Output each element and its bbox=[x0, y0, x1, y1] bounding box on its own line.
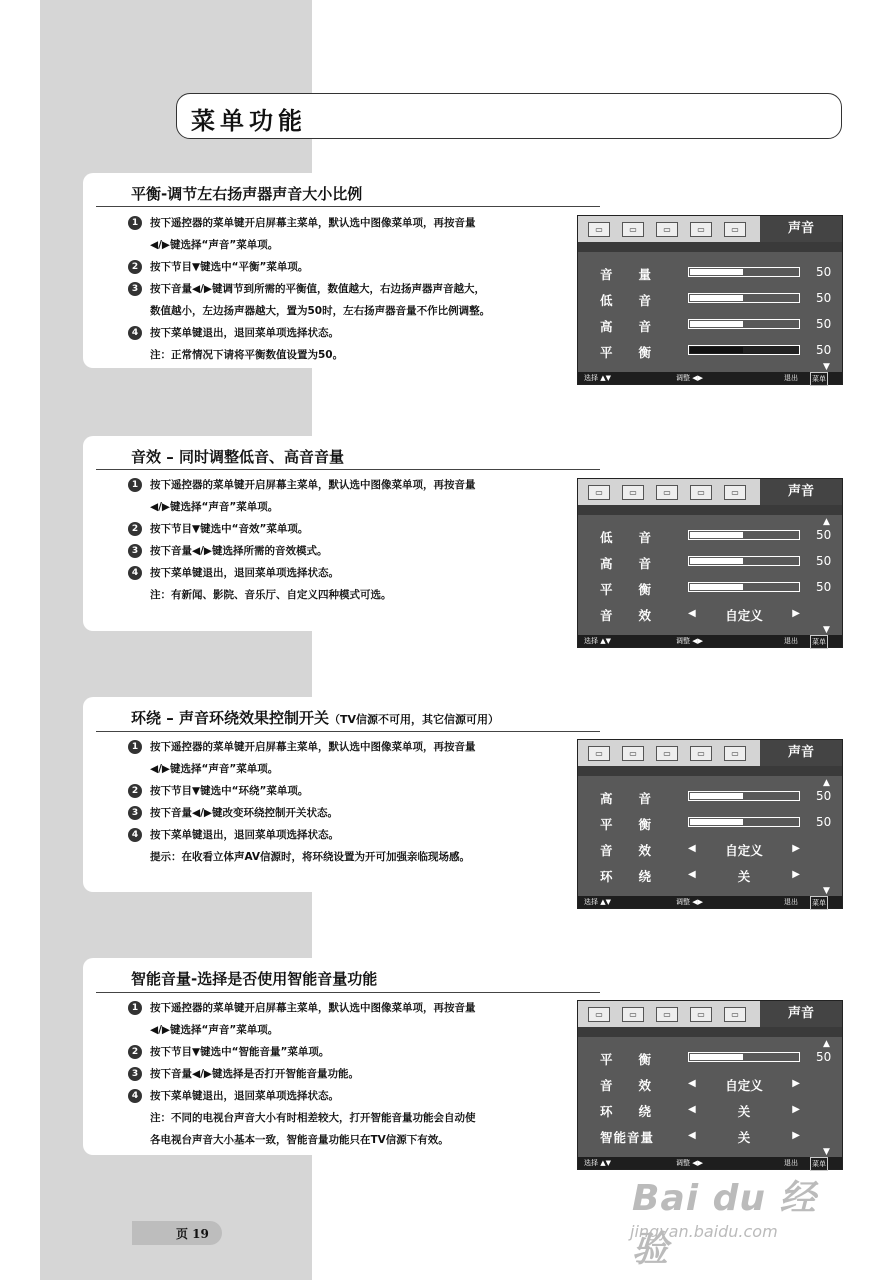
step-text: 按下菜单键退出，退回菜单项选择状态。 bbox=[150, 567, 339, 579]
channel-menu-icon: ▭ bbox=[690, 485, 712, 500]
section-divider bbox=[96, 731, 600, 732]
steps-smart-volume bbox=[128, 997, 476, 1151]
setup-menu-icon: ▭ bbox=[724, 746, 746, 761]
step-line bbox=[128, 802, 476, 824]
osd-option-value: 自定义 bbox=[725, 1078, 763, 1093]
osd-option-value: 自定义 bbox=[725, 843, 763, 858]
section-title-surround bbox=[131, 707, 499, 728]
osd-screen-balance bbox=[577, 215, 843, 385]
step-line bbox=[128, 234, 490, 256]
picture-menu-icon: ▭ bbox=[588, 222, 610, 237]
osd-row-value: 50 bbox=[816, 317, 832, 331]
osd-menu-row bbox=[578, 1099, 842, 1121]
section-divider bbox=[96, 469, 600, 470]
step-number-badge: 3 bbox=[128, 282, 142, 296]
function-menu-icon: ▭ bbox=[656, 746, 678, 761]
osd-option-value: 关 bbox=[737, 869, 751, 884]
osd-row-label: 智能音量 bbox=[600, 1130, 655, 1145]
osd-row-label: 高音 bbox=[600, 319, 678, 334]
osd-menu-row bbox=[578, 1125, 842, 1147]
osd-row-label: 低音 bbox=[600, 530, 678, 545]
step-text: 提示：在收看立体声AV信源时，将环绕设置为开可加强亲临现场感。 bbox=[150, 851, 471, 863]
scroll-up-icon: ▲ bbox=[823, 778, 830, 788]
osd-row-label: 平衡 bbox=[600, 817, 678, 832]
step-line bbox=[128, 824, 476, 846]
osd-active-tab: 声音 bbox=[760, 740, 842, 766]
scroll-up-icon: ▲ bbox=[823, 1039, 830, 1049]
arrow-right-icon: ▶ bbox=[792, 869, 800, 880]
step-line bbox=[128, 300, 490, 322]
osd-row-label: 音效 bbox=[600, 1078, 678, 1093]
step-text: 按下音量◀/▶键调节到所需的平衡值，数值越大，右边扬声器声音越大， bbox=[150, 283, 485, 295]
section-title-surround-main: 环绕 – 声音环绕效果控制开关 bbox=[131, 709, 329, 727]
step-text: 按下节目▼键选中“平衡”菜单项。 bbox=[150, 261, 309, 273]
arrow-right-icon: ▶ bbox=[792, 1104, 800, 1115]
channel-menu-icon: ▭ bbox=[690, 222, 712, 237]
osd-menu-row bbox=[578, 525, 842, 547]
osd-footer bbox=[578, 372, 842, 384]
osd-row-label: 高音 bbox=[600, 791, 678, 806]
osd-level-bar bbox=[688, 530, 800, 540]
section-title-surround-note: （TV信源不可用，其它信源可用） bbox=[328, 713, 499, 726]
osd-menu-row bbox=[578, 1073, 842, 1095]
scroll-up-icon: ▲ bbox=[823, 517, 830, 527]
osd-level-fill bbox=[690, 558, 743, 564]
step-line bbox=[128, 736, 476, 758]
step-number-badge: 2 bbox=[128, 522, 142, 536]
picture-menu-icon: ▭ bbox=[588, 485, 610, 500]
sound-menu-icon: ▭ bbox=[622, 1007, 644, 1022]
osd-level-fill bbox=[690, 347, 743, 353]
osd-tab-bar bbox=[578, 479, 842, 505]
osd-header-strip bbox=[578, 1027, 842, 1037]
arrow-right-icon: ▶ bbox=[792, 608, 800, 619]
step-number-badge: 3 bbox=[128, 544, 142, 558]
step-text: ◀/▶键选择“声音”菜单项。 bbox=[150, 763, 279, 775]
osd-row-value: 50 bbox=[816, 815, 832, 829]
step-text: ◀/▶键选择“声音”菜单项。 bbox=[150, 501, 279, 513]
footer-menu-key: 菜单 bbox=[810, 896, 828, 910]
osd-menu-row bbox=[578, 1047, 842, 1069]
section-title-effect: 音效 – 同时调整低音、高音音量 bbox=[131, 448, 344, 466]
step-number-badge: 3 bbox=[128, 1067, 142, 1081]
arrow-left-icon: ◀ bbox=[688, 869, 696, 880]
footer-adjust-hint: 调整 ◀▶ bbox=[676, 637, 703, 645]
step-text: 按下遥控器的菜单键开启屏幕主菜单，默认选中图像菜单项，再按音量 bbox=[150, 479, 476, 491]
step-line bbox=[128, 997, 476, 1019]
step-line bbox=[128, 584, 476, 606]
osd-menu-row bbox=[578, 603, 842, 625]
osd-menu-row bbox=[578, 262, 842, 284]
osd-menu-row bbox=[578, 812, 842, 834]
osd-active-tab: 声音 bbox=[760, 1001, 842, 1027]
section-title-smart-volume: 智能音量-选择是否使用智能音量功能 bbox=[131, 970, 378, 988]
osd-row-label: 环绕 bbox=[600, 1104, 678, 1119]
setup-menu-icon: ▭ bbox=[724, 485, 746, 500]
osd-option-value: 关 bbox=[737, 1104, 751, 1119]
step-text: 注：正常情况下请将平衡数值设置为50。 bbox=[150, 349, 344, 361]
step-line bbox=[128, 1041, 476, 1063]
footer-exit-hint: 退出 bbox=[784, 374, 798, 382]
osd-level-bar bbox=[688, 293, 800, 303]
osd-row-value: 50 bbox=[816, 291, 832, 305]
osd-row-label: 音效 bbox=[600, 843, 678, 858]
osd-row-value: 50 bbox=[816, 265, 832, 279]
step-line bbox=[128, 540, 476, 562]
step-number-badge: 4 bbox=[128, 326, 142, 340]
osd-menu-row bbox=[578, 577, 842, 599]
step-text: 按下音量◀/▶键改变环绕控制开关状态。 bbox=[150, 807, 338, 819]
arrow-right-icon: ▶ bbox=[792, 1078, 800, 1089]
step-text: 按下节目▼键选中“音效”菜单项。 bbox=[150, 523, 309, 535]
step-text: 按下菜单键退出，退回菜单项选择状态。 bbox=[150, 327, 339, 339]
function-menu-icon: ▭ bbox=[656, 485, 678, 500]
sound-menu-icon: ▭ bbox=[622, 746, 644, 761]
footer-menu-key: 菜单 bbox=[810, 635, 828, 649]
osd-screen-effect bbox=[577, 478, 843, 648]
footer-select-hint: 选择 ▲▼ bbox=[584, 374, 611, 382]
watermark-logo: Bai du 经验 bbox=[632, 1178, 817, 1270]
osd-header-strip bbox=[578, 505, 842, 515]
watermark bbox=[626, 1160, 836, 1270]
footer-select-hint: 选择 ▲▼ bbox=[584, 1159, 611, 1167]
step-line bbox=[128, 256, 490, 278]
osd-row-label: 平衡 bbox=[600, 1052, 678, 1067]
osd-level-fill bbox=[690, 584, 743, 590]
scroll-down-icon: ▼ bbox=[823, 1147, 830, 1157]
step-line bbox=[128, 1129, 476, 1151]
step-number-badge: 2 bbox=[128, 260, 142, 274]
step-number-badge: 3 bbox=[128, 806, 142, 820]
osd-level-fill bbox=[690, 819, 743, 825]
picture-menu-icon: ▭ bbox=[588, 746, 610, 761]
step-line bbox=[128, 1063, 476, 1085]
osd-level-fill bbox=[690, 321, 743, 327]
step-line bbox=[128, 562, 476, 584]
footer-exit-hint: 退出 bbox=[784, 637, 798, 645]
step-text: 按下遥控器的菜单键开启屏幕主菜单，默认选中图像菜单项，再按音量 bbox=[150, 1002, 476, 1014]
step-number-badge: 4 bbox=[128, 1089, 142, 1103]
osd-level-fill bbox=[690, 1054, 743, 1060]
osd-header-strip bbox=[578, 766, 842, 776]
arrow-left-icon: ◀ bbox=[688, 1078, 696, 1089]
osd-level-fill bbox=[690, 793, 743, 799]
step-number-badge: 4 bbox=[128, 566, 142, 580]
scroll-down-icon: ▼ bbox=[823, 362, 830, 372]
step-line bbox=[128, 496, 476, 518]
step-line bbox=[128, 212, 490, 234]
arrow-left-icon: ◀ bbox=[688, 1104, 696, 1115]
setup-menu-icon: ▭ bbox=[724, 1007, 746, 1022]
osd-menu-row bbox=[578, 551, 842, 573]
osd-row-value: 50 bbox=[816, 580, 832, 594]
channel-menu-icon: ▭ bbox=[690, 1007, 712, 1022]
osd-row-label: 高音 bbox=[600, 556, 678, 571]
step-number-badge: 1 bbox=[128, 740, 142, 754]
osd-level-bar bbox=[688, 556, 800, 566]
osd-menu-row bbox=[578, 340, 842, 362]
osd-row-value: 50 bbox=[816, 343, 832, 357]
function-menu-icon: ▭ bbox=[656, 222, 678, 237]
osd-row-value: 50 bbox=[816, 528, 832, 542]
osd-level-bar bbox=[688, 817, 800, 827]
osd-row-label: 平衡 bbox=[600, 582, 678, 597]
osd-menu-row bbox=[578, 838, 842, 860]
step-text: 按下节目▼键选中“环绕”菜单项。 bbox=[150, 785, 309, 797]
osd-option-value: 自定义 bbox=[725, 608, 763, 623]
step-number-badge: 1 bbox=[128, 216, 142, 230]
steps-surround bbox=[128, 736, 476, 868]
footer-exit-hint: 退出 bbox=[784, 1159, 798, 1167]
osd-level-bar bbox=[688, 1052, 800, 1062]
section-divider bbox=[96, 206, 600, 207]
footer-select-hint: 选择 ▲▼ bbox=[584, 898, 611, 906]
osd-menu-row bbox=[578, 314, 842, 336]
footer-select-hint: 选择 ▲▼ bbox=[584, 637, 611, 645]
arrow-right-icon: ▶ bbox=[792, 1130, 800, 1141]
step-text: 各电视台声音大小基本一致，智能音量功能只在TV信源下有效。 bbox=[150, 1134, 449, 1146]
sound-menu-icon: ▭ bbox=[622, 485, 644, 500]
osd-menu-row bbox=[578, 786, 842, 808]
footer-menu-key: 菜单 bbox=[810, 1157, 828, 1171]
arrow-left-icon: ◀ bbox=[688, 843, 696, 854]
osd-level-bar bbox=[688, 319, 800, 329]
section-title-balance: 平衡-调节左右扬声器声音大小比例 bbox=[131, 185, 363, 203]
step-number-badge: 1 bbox=[128, 1001, 142, 1015]
osd-row-label: 音量 bbox=[600, 267, 678, 282]
step-text: 注：有新闻、影院、音乐厅、自定义四种模式可选。 bbox=[150, 589, 392, 601]
osd-active-tab: 声音 bbox=[760, 479, 842, 505]
step-number-badge: 2 bbox=[128, 784, 142, 798]
osd-level-fill bbox=[690, 295, 743, 301]
footer-menu-key: 菜单 bbox=[810, 372, 828, 386]
channel-menu-icon: ▭ bbox=[690, 746, 712, 761]
step-text: 按下遥控器的菜单键开启屏幕主菜单，默认选中图像菜单项，再按音量 bbox=[150, 217, 476, 229]
arrow-right-icon: ▶ bbox=[792, 843, 800, 854]
arrow-left-icon: ◀ bbox=[688, 608, 696, 619]
osd-level-bar bbox=[688, 267, 800, 277]
osd-screen-smart-volume bbox=[577, 1000, 843, 1170]
page-number: 页 19 bbox=[176, 1227, 209, 1241]
osd-row-label: 音效 bbox=[600, 608, 678, 623]
setup-menu-icon: ▭ bbox=[724, 222, 746, 237]
osd-level-bar bbox=[688, 345, 800, 355]
step-text: 注：不同的电视台声音大小有时相差较大，打开智能音量功能会自动使 bbox=[150, 1112, 476, 1124]
osd-header-strip bbox=[578, 242, 842, 252]
step-line bbox=[128, 1019, 476, 1041]
osd-level-bar bbox=[688, 582, 800, 592]
step-line bbox=[128, 1085, 476, 1107]
osd-level-fill bbox=[690, 269, 743, 275]
osd-menu-row bbox=[578, 288, 842, 310]
osd-tab-bar bbox=[578, 1001, 842, 1027]
step-text: ◀/▶键选择“声音”菜单项。 bbox=[150, 239, 279, 251]
step-line bbox=[128, 518, 476, 540]
osd-active-tab: 声音 bbox=[760, 216, 842, 242]
step-line bbox=[128, 758, 476, 780]
osd-footer bbox=[578, 896, 842, 908]
page-title-box bbox=[176, 93, 842, 139]
page-number-tab bbox=[132, 1221, 222, 1245]
footer-adjust-hint: 调整 ◀▶ bbox=[676, 1159, 703, 1167]
footer-exit-hint: 退出 bbox=[784, 898, 798, 906]
step-number-badge: 4 bbox=[128, 828, 142, 842]
osd-tab-bar bbox=[578, 740, 842, 766]
osd-row-label: 平衡 bbox=[600, 345, 678, 360]
osd-footer bbox=[578, 635, 842, 647]
osd-row-label: 低音 bbox=[600, 293, 678, 308]
arrow-left-icon: ◀ bbox=[688, 1130, 696, 1141]
function-menu-icon: ▭ bbox=[656, 1007, 678, 1022]
steps-effect bbox=[128, 474, 476, 606]
watermark-url: jingyan.baidu.com bbox=[630, 1222, 778, 1241]
step-line bbox=[128, 846, 476, 868]
osd-row-value: 50 bbox=[816, 554, 832, 568]
osd-level-fill bbox=[690, 532, 743, 538]
step-line bbox=[128, 780, 476, 802]
step-line bbox=[128, 322, 490, 344]
footer-adjust-hint: 调整 ◀▶ bbox=[676, 374, 703, 382]
scroll-down-icon: ▼ bbox=[823, 625, 830, 635]
step-text: 按下菜单键退出，退回菜单项选择状态。 bbox=[150, 829, 339, 841]
step-text: 按下菜单键退出，退回菜单项选择状态。 bbox=[150, 1090, 339, 1102]
scroll-down-icon: ▼ bbox=[823, 886, 830, 896]
section-divider bbox=[96, 992, 600, 993]
step-number-badge: 2 bbox=[128, 1045, 142, 1059]
step-text: ◀/▶键选择“声音”菜单项。 bbox=[150, 1024, 279, 1036]
osd-row-value: 50 bbox=[816, 789, 832, 803]
steps-balance bbox=[128, 212, 490, 366]
osd-tab-bar bbox=[578, 216, 842, 242]
osd-row-label: 环绕 bbox=[600, 869, 678, 884]
step-text: 按下音量◀/▶键选择是否打开智能音量功能。 bbox=[150, 1068, 359, 1080]
sound-menu-icon: ▭ bbox=[622, 222, 644, 237]
page-title: 菜单功能 bbox=[191, 106, 307, 135]
picture-menu-icon: ▭ bbox=[588, 1007, 610, 1022]
osd-level-bar bbox=[688, 791, 800, 801]
osd-screen-surround bbox=[577, 739, 843, 909]
step-line bbox=[128, 278, 490, 300]
step-number-badge: 1 bbox=[128, 478, 142, 492]
step-line bbox=[128, 1107, 476, 1129]
step-text: 数值越小，左边扬声器越大，置为50时，左右扬声器音量不作比例调整。 bbox=[150, 305, 491, 317]
step-text: 按下节目▼键选中“智能音量”菜单项。 bbox=[150, 1046, 330, 1058]
step-text: 按下音量◀/▶键选择所需的音效模式。 bbox=[150, 545, 328, 557]
osd-row-value: 50 bbox=[816, 1050, 832, 1064]
step-line bbox=[128, 474, 476, 496]
step-text: 按下遥控器的菜单键开启屏幕主菜单，默认选中图像菜单项，再按音量 bbox=[150, 741, 476, 753]
step-line bbox=[128, 344, 490, 366]
osd-option-value: 关 bbox=[737, 1130, 751, 1145]
osd-menu-row bbox=[578, 864, 842, 886]
footer-adjust-hint: 调整 ◀▶ bbox=[676, 898, 703, 906]
